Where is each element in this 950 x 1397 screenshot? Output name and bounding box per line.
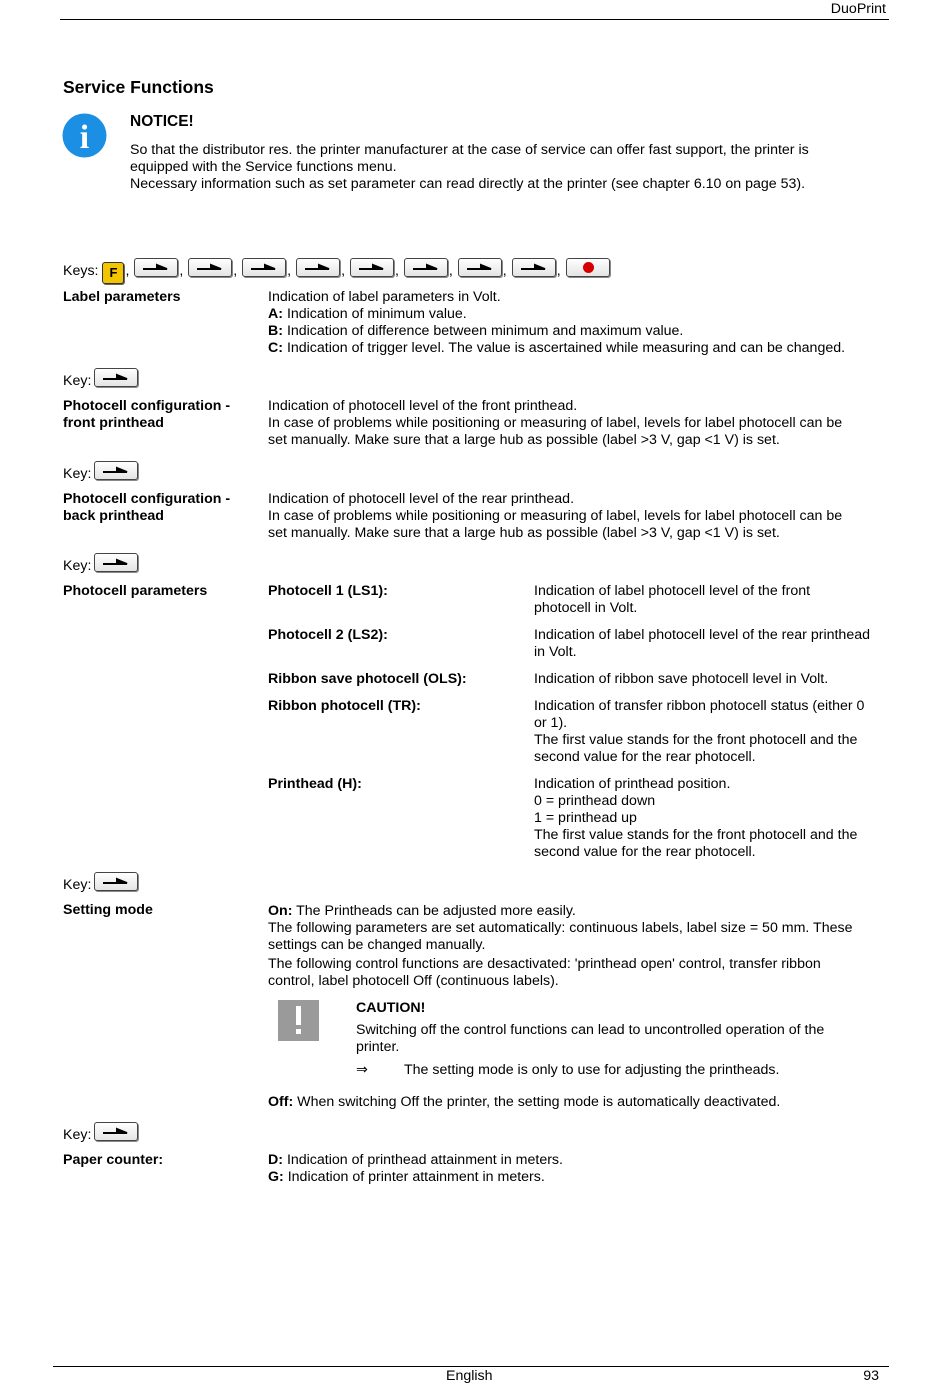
param-desc: Indication of transfer ribbon photocell status (either 0 or 1). The first value stands for the front photocell and the second value for the rear photocell.	[534, 698, 865, 765]
photocell-front-desc: Indication of photocell level of the front printhead. In case of problems while positioning or measuring of label, levels for label photocell can be set manually. Make sure that a large hub as possible (label >3 V, gap <1 V) is set.	[268, 398, 843, 448]
arrow-right-key[interactable]	[94, 553, 138, 572]
photocell-front-label: Photocell configuration - front printhead	[63, 398, 231, 431]
key-step: Key:	[63, 461, 138, 485]
setting-mode-label: Setting mode	[63, 902, 153, 918]
key-step: Key:	[63, 553, 138, 577]
keys-label: Keys:	[63, 263, 99, 279]
setting-mode-on: On: The Printheads can be adjusted more easily.	[268, 903, 576, 919]
footer-language: English	[446, 1368, 493, 1384]
arrow-right-key[interactable]	[242, 258, 286, 277]
list-item: D: Indication of printhead attainment in meters.	[268, 1152, 563, 1168]
photocell-back-desc: Indication of photocell level of the rear printhead. In case of problems while positioning or measuring of label, levels for label photocell can be set manually. Make sure that a large hub as possible (label >3 V, gap <1 V) is set.	[268, 491, 843, 541]
param-name: Photocell 2 (LS2):	[268, 627, 388, 643]
paper-counter-desc	[268, 1152, 868, 1186]
keys-sequence: Keys: F , , , , , , , , ,	[63, 258, 610, 284]
param-name: Photocell 1 (LS1):	[268, 583, 388, 599]
header-title: DuoPrint	[830, 1, 886, 17]
key-step: Key:	[63, 872, 138, 896]
list-item: A: Indication of minimum value.	[268, 306, 467, 322]
arrow-right-key[interactable]	[94, 1122, 138, 1141]
param-desc: Indication of printhead position. 0 = printhead down 1 = printhead up The first value stands for the front photocell and the second value for the rear photocell.	[534, 776, 858, 860]
arrow-right-key[interactable]	[512, 258, 556, 277]
setting-mode-off: Off: When switching Off the printer, the setting mode is automatically deactivated.	[268, 1094, 781, 1110]
setting-mode-para1: The following parameters are set automatically: continuous labels, label size = 50 mm. These settings can be changed manually.	[268, 920, 853, 953]
arrow-right-key[interactable]	[94, 461, 138, 480]
paper-counter-label: Paper counter:	[63, 1152, 164, 1168]
param-name: Ribbon photocell (TR):	[268, 698, 421, 714]
arrow-right-key[interactable]	[350, 258, 394, 277]
arrow-right-key[interactable]	[296, 258, 340, 277]
stop-key-icon[interactable]	[566, 258, 610, 277]
caution-note: The setting mode is only to use for adjusting the printheads.	[404, 1062, 780, 1078]
photocell-parameters-label: Photocell parameters	[63, 583, 208, 599]
key-step: Key:	[63, 368, 138, 392]
notice-text: So that the distributor res. the printer manufacturer at the case of service can offer fast support, the printer is equipped with the Service functions menu. Necessary information such as set parameter can read directly at the printer (see chapter 6.10 on page 53).	[130, 142, 809, 192]
header-rule	[60, 19, 889, 20]
caution-heading: CAUTION!	[356, 1000, 426, 1016]
label-parameters-label: Label parameters	[63, 289, 181, 305]
label-parameters-desc: Indication of label parameters in Volt. A: Indication of minimum value. B: Indication of difference between minimum and maximum value. C: Indication of trigger level. The value is ascertained while measuring and can be changed.	[268, 289, 868, 357]
function-key-button[interactable]: F	[102, 262, 124, 284]
caution-arrow-icon: ⇒	[356, 1062, 368, 1078]
list-item: G: Indication of printer attainment in meters.	[268, 1169, 545, 1185]
setting-mode-para2: The following control functions are desactivated: 'printhead open' control, transfer ribbon control, label photocell Off (continuous labels).	[268, 956, 821, 989]
param-desc: Indication of label photocell level of the front photocell in Volt.	[534, 583, 811, 616]
footer-rule	[53, 1366, 889, 1367]
arrow-right-key[interactable]	[134, 258, 178, 277]
photocell-back-label: Photocell configuration - back printhead	[63, 491, 231, 524]
arrow-right-key[interactable]	[188, 258, 232, 277]
arrow-right-key[interactable]	[404, 258, 448, 277]
param-name: Printhead (H):	[268, 776, 362, 792]
arrow-right-key[interactable]	[94, 872, 138, 891]
param-name: Ribbon save photocell (OLS):	[268, 671, 467, 687]
list-item: B: Indication of difference between minimum and maximum value.	[268, 323, 684, 339]
arrow-right-key[interactable]	[458, 258, 502, 277]
caution-icon	[278, 1000, 319, 1041]
section-title: Service Functions	[63, 77, 214, 97]
page-number: 93	[863, 1368, 879, 1384]
notice-heading: NOTICE!	[130, 113, 194, 130]
caution-text: Switching off the control functions can lead to uncontrolled operation of the printer.	[356, 1022, 825, 1055]
list-item: C: Indication of trigger level. The value is ascertained while measuring and can be changed.	[268, 340, 846, 356]
arrow-right-key[interactable]	[94, 368, 138, 387]
info-icon	[62, 113, 107, 163]
key-step: Key:	[63, 1122, 138, 1146]
svg-text:i: i	[79, 119, 90, 156]
param-desc: Indication of label photocell level of the rear printhead in Volt.	[534, 627, 870, 660]
param-desc: Indication of ribbon save photocell level in Volt.	[534, 671, 829, 687]
